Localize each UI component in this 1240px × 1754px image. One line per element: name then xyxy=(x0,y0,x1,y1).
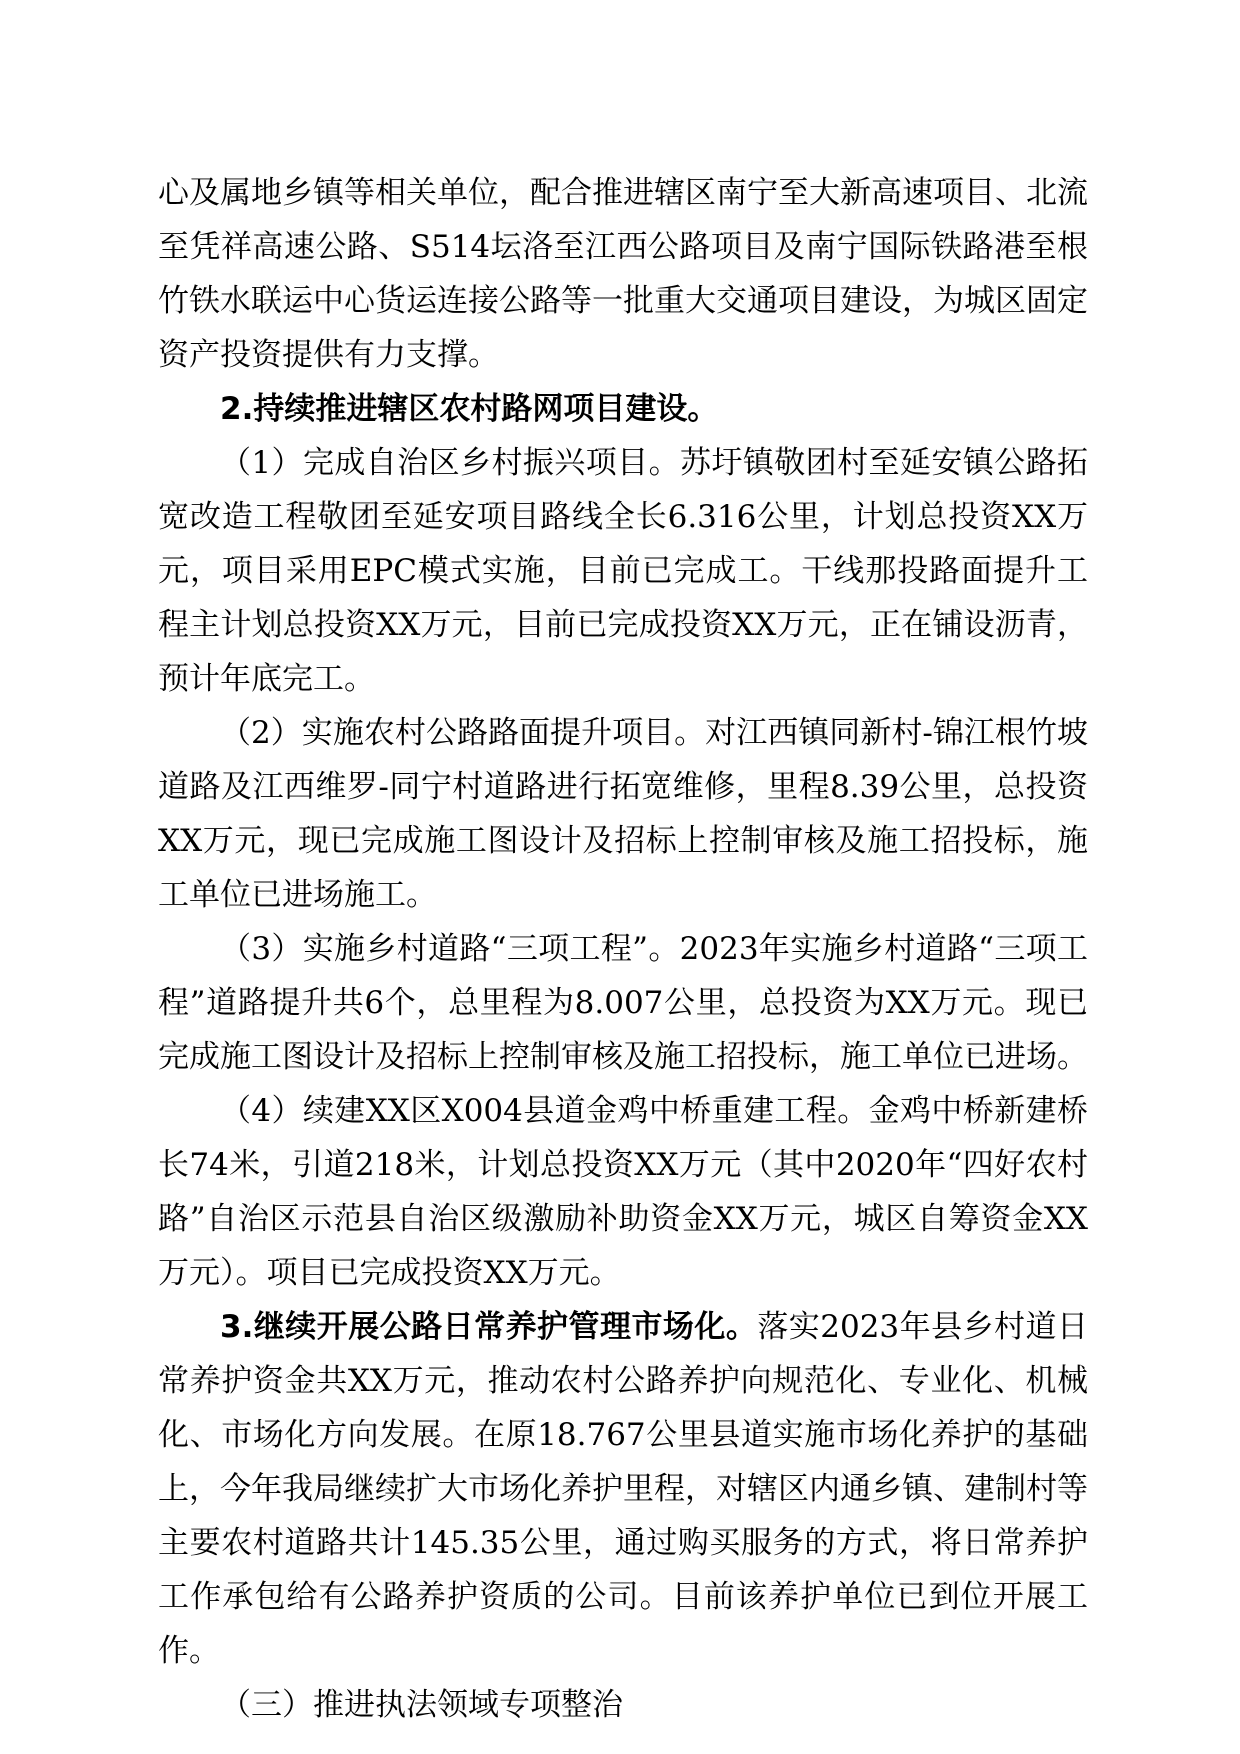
paragraph-text: （1）完成自治区乡村振兴项目。苏圩镇敬团村至延安镇公路拓宽改造工程敬团至延安项目路线全长6.316公里，计划总投资XX万元，项目采用EPC模式实施，目前已完成工。干线那投路面提升工程主计划总投资XX万元，目前已完成投资XX万元，正在铺设沥青，预计年底完工。 xyxy=(158,445,1088,697)
paragraph-text: （3）实施乡村道路“三项工程”。2023年实施乡村道路“三项工程”道路提升共6个，总里程为8.007公里，总投资为XX万元。现已完成施工图设计及招标上控制审核及施工招投标，施工单位已进场。 xyxy=(158,931,1088,1075)
paragraph-item-3 xyxy=(158,922,1088,1084)
section-heading-text: （三）推进执法领域专项整治 xyxy=(220,1687,623,1723)
heading-text: 2.持续推进辖区农村路网项目建设。 xyxy=(220,391,719,427)
heading-rural-road-network xyxy=(158,382,1088,436)
inline-heading: 3.继续开展公路日常养护管理市场化。 xyxy=(220,1309,758,1345)
paragraph-item-1 xyxy=(158,436,1088,706)
paragraph-text: （4）续建XX区X004县道金鸡中桥重建工程。金鸡中桥新建桥长74米，引道218米，计划总投资XX万元（其中2020年“四好农村路”自治区示范县自治区级激励补助资金XX万元，城区自筹资金XX万元）。项目已完成投资XX万元。 xyxy=(158,1093,1088,1291)
paragraph-text: （2）实施农村公路路面提升项目。对江西镇同新村-锦江根竹坡道路及江西维罗-同宁村道路进行拓宽维修，里程8.39公里，总投资XX万元，现已完成施工图设计及招标上控制审核及施工招投标，施工单位已进场施工。 xyxy=(158,715,1088,913)
section-heading-enforcement xyxy=(158,1678,1088,1732)
paragraph-text: 心及属地乡镇等相关单位，配合推进辖区南宁至大新高速项目、北流至凭祥高速公路、S514坛洛至江西公路项目及南宁国际铁路港至根竹铁水联运中心货运连接公路等一批重大交通项目建设，为城区固定资产投资提供有力支撑。 xyxy=(158,175,1088,373)
paragraph-text: 落实2023年县乡村道日常养护资金共XX万元，推动农村公路养护向规范化、专业化、机械化、市场化方向发展。在原18.767公里县道实施市场化养护的基础上，今年我局继续扩大市场化养护里程，对辖区内通乡镇、建制村等主要农村道路共计145.35公里，通过购买服务的方式，将日常养护工作承包给有公路养护资质的公司。目前该养护单位已到位开展工作。 xyxy=(158,1309,1088,1669)
paragraph-maintenance xyxy=(158,1300,1088,1678)
paragraph-item-2 xyxy=(158,706,1088,922)
paragraph-item-4 xyxy=(158,1084,1088,1300)
paragraph-intro xyxy=(158,166,1088,382)
document-body xyxy=(158,166,1088,1732)
